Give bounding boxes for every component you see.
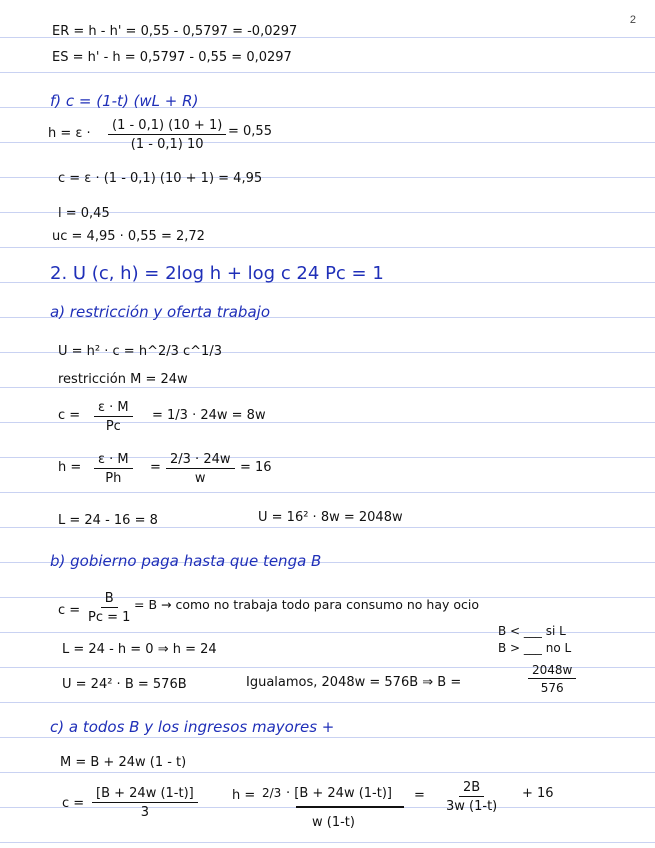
hc-fraction-bar <box>296 806 404 808</box>
h-a-mid: = <box>150 460 161 475</box>
cc-numerator: [B + 24w (1-t)] <box>92 786 198 803</box>
l-calculation: L = 24 - 16 = 8 <box>58 513 158 528</box>
hc-lhs: h = <box>232 788 256 803</box>
m-c-line: M = B + 24w (1 - t) <box>60 755 187 770</box>
h-a-rhs: = 16 <box>240 460 272 475</box>
c-denominator: Pc <box>105 419 121 434</box>
c-rhs: = 1/3 · 24w = 8w <box>152 408 266 423</box>
h-denominator: (1 - 0,1) 10 <box>130 137 204 152</box>
part-f-heading: f) c = (1-t) (wL + R) <box>50 92 199 110</box>
question-2-title: 2. U (c, h) = 2log h + log c 24 Pc = 1 <box>50 263 384 284</box>
h-fraction <box>108 118 226 152</box>
h-a-fraction-2 <box>166 452 235 486</box>
hc-denominator-2: 3w (1-t) <box>446 799 498 814</box>
h-numerator: (1 - 0,1) (10 + 1) <box>108 118 226 135</box>
b-less-line: B < ___ si L <box>498 624 566 638</box>
c-numerator: ε · M <box>94 400 133 417</box>
hc-equals: = <box>414 788 425 803</box>
uc-line: uc = 4,95 · 0,55 = 2,72 <box>52 229 205 244</box>
ib-denominator: 576 <box>540 681 564 695</box>
utility-definition: U = h² · c = h^2/3 c^1/3 <box>58 344 222 359</box>
cc-denominator: 3 <box>140 805 149 820</box>
cb-lhs: c = <box>58 603 81 618</box>
l-line: l = 0,45 <box>58 206 110 221</box>
cb-denominator: Pc = 1 <box>88 610 131 625</box>
h-a-lhs: h = <box>58 460 82 475</box>
er-line: ER = h - h' = 0,55 - 0,5797 = -0,0297 <box>52 24 298 39</box>
hc-fraction: 2/3 <box>262 786 282 800</box>
ib-numerator: 2048w <box>528 663 576 679</box>
hc-bracket: · [B + 24w (1-t)] <box>286 786 392 801</box>
page-number: 2 <box>629 14 636 26</box>
es-line: ES = h' - h = 0,5797 - 0,55 = 0,0297 <box>52 50 292 65</box>
hc-denominator: w (1-t) <box>312 815 355 830</box>
cc-lhs: c = <box>62 796 85 811</box>
u-calculation: U = 16² · 8w = 2048w <box>258 510 403 525</box>
c-lhs: c = <box>58 408 81 423</box>
c-fraction <box>94 400 133 434</box>
h-rhs: = 0,55 <box>228 124 272 139</box>
h-a-denominator: Ph <box>105 471 122 486</box>
cb-fraction <box>88 591 130 625</box>
part-a-heading: a) restricción y oferta trabajo <box>50 303 270 321</box>
l-b-line: L = 24 - h = 0 ⇒ h = 24 <box>62 642 217 657</box>
restriction-line: restricción M = 24w <box>58 372 188 387</box>
ib-fraction <box>528 663 576 695</box>
u-b-line: U = 24² · B = 576B <box>62 677 187 692</box>
h-lhs: h = ε · <box>48 126 91 141</box>
hc-fraction-2 <box>446 780 497 814</box>
part-c-heading: c) a todos B y los ingresos mayores + <box>50 718 335 736</box>
igualamos-line: Igualamos, 2048w = 576B ⇒ B = <box>246 675 462 690</box>
hc-numerator-2: 2B <box>459 780 484 797</box>
h-a-numerator: ε · M <box>94 452 133 469</box>
part-b-heading: b) gobierno paga hasta que tenga B <box>50 552 322 570</box>
h-a-numerator-2: 2/3 · 24w <box>166 452 235 469</box>
cc-fraction <box>92 786 198 820</box>
c-line: c = ε · (1 - 0,1) (10 + 1) = 4,95 <box>58 171 263 186</box>
cb-numerator: B <box>101 591 118 608</box>
b-more-line: B > ___ no L <box>498 641 572 655</box>
h-a-fraction <box>94 452 133 486</box>
hc-rhs: + 16 <box>522 786 554 801</box>
h-a-denominator-2: w <box>194 471 206 486</box>
cb-rhs: = B → como no trabaja todo para consumo no hay ocio <box>134 597 479 612</box>
